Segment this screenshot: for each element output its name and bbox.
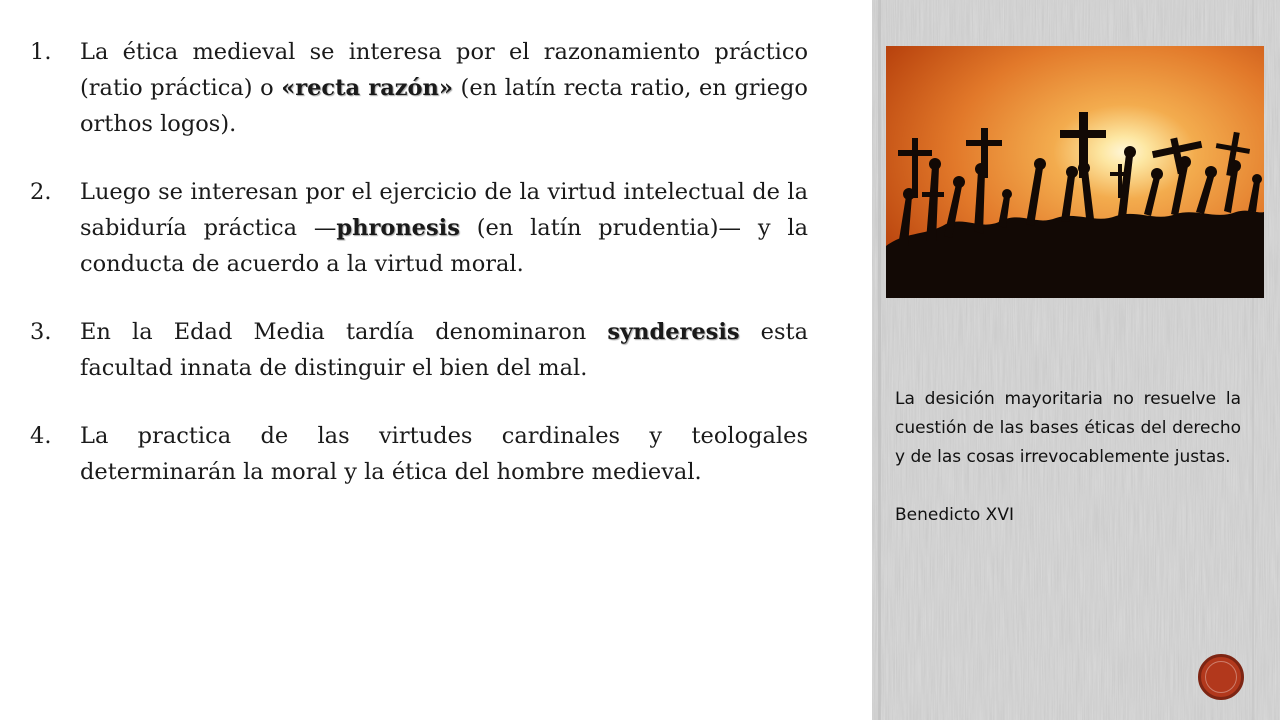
point-bold-term: phronesis	[336, 215, 460, 241]
list-item	[30, 34, 808, 142]
quote-text: La desición mayoritaria no resuelve la cuestión de las bases éticas del derecho y de las cosas irrevocablemente justas.	[895, 389, 1241, 467]
point-text: La practica de las virtudes cardinales y teologales determinarán la moral y la ética del hombre medieval.	[80, 423, 808, 485]
quote-author: Benedicto XVI	[895, 505, 1014, 525]
point-bold-term: «recta razón»	[281, 75, 453, 101]
list-item	[30, 418, 808, 490]
points-list	[30, 34, 808, 490]
list-number: 2.	[30, 179, 52, 205]
point-text: Luego se interesan por el ejercicio de la virtud intelectual de la sabiduría práctica —	[80, 179, 808, 241]
quote-block	[895, 385, 1241, 559]
next-slide-button-icon[interactable]	[1198, 654, 1244, 700]
list-item	[30, 314, 808, 386]
point-text: La ética medieval se interesa por el razonamiento práctico (ratio práctica) o	[80, 39, 808, 101]
list-number: 1.	[30, 39, 52, 65]
crosses-silhouette-sunset-image	[886, 46, 1264, 298]
list-number: 4.	[30, 423, 52, 449]
button-ring	[1205, 661, 1237, 693]
point-text: En la Edad Media tardía denominaron	[80, 319, 608, 345]
point-text-end: (en latín prudentia)— y la conducta de acuerdo a la virtud moral.	[80, 215, 808, 277]
point-text-end: (en latín recta ratio, en griego orthos logos).	[80, 75, 808, 137]
main-text-area	[30, 34, 808, 522]
point-text-end: esta facultad innata de distinguir el bien del mal.	[80, 319, 808, 381]
point-bold-term: synderesis	[607, 319, 740, 345]
list-item	[30, 174, 808, 282]
list-number: 3.	[30, 319, 52, 345]
